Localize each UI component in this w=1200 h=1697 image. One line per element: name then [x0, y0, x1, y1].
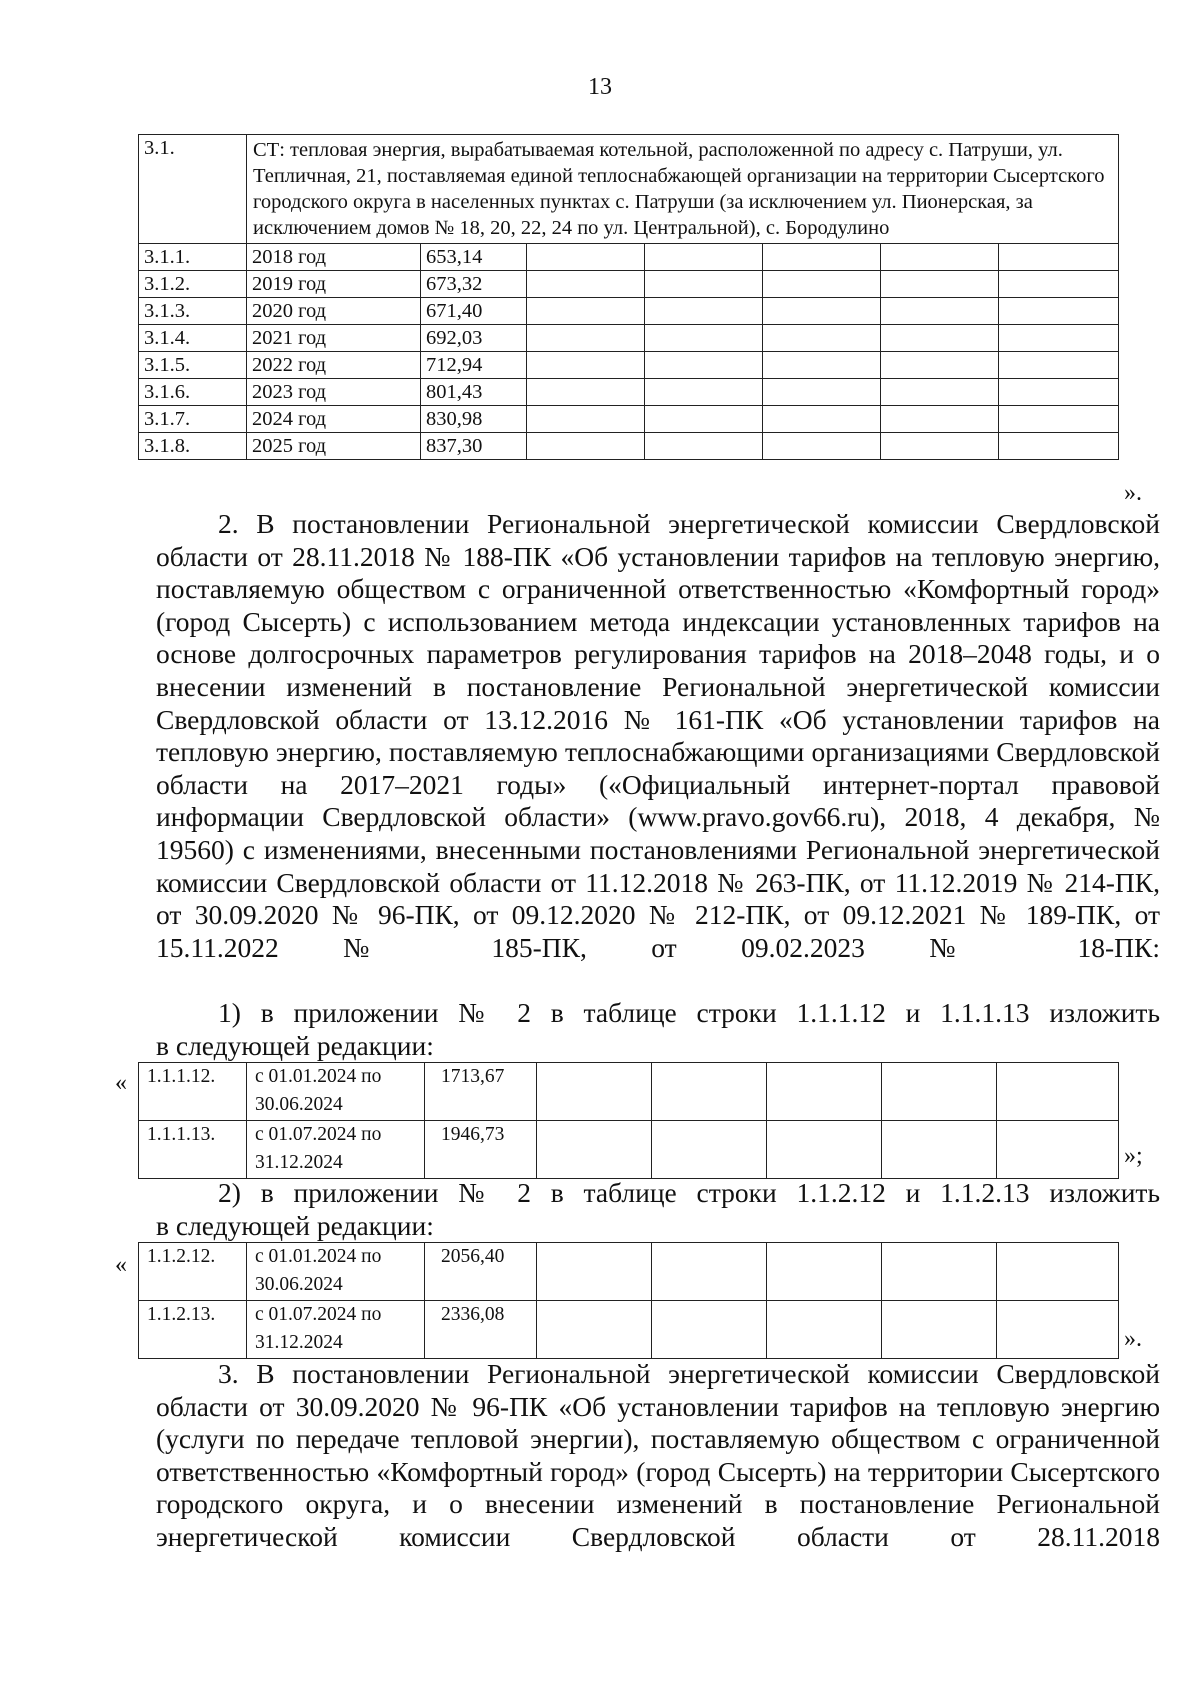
- period-start: с 01.07.2024 по: [255, 1304, 382, 1325]
- row-id: 3.1.1.: [139, 244, 247, 271]
- paragraph-2-text: 2. В постановлении Региональной энергетической комиссии Свердловской области от 28.11.2018 № 188-ПК «Об установлении тарифов на тепловую энергию, поставляемую обществом с ограниченной ответственностью «Комфортный город» (город Сысерть) с использованием метода индексации установленных тарифов на основе долгосрочных параметров регулирования тарифов на 2018–2048 годы, и о внесении изменений в постановление Региональной энергетической комиссии Свердловской области от 13.12.2016 № 161-ПК «Об установлении тарифов на тепловую энергию, поставляемую теплоснабжающими организациями Свердловской области на 2017–2021 годы» («Официальный интернет-портал правовой информации Свердловской области» (www.pravo.gov66.ru), 2018, 4 декабря, № 19560) с изменениями, внесенными постановлениями Региональной энергетической комиссии Свердловской области от 11.12.2018 № 263-ПК, от 11.12.2019 № 214-ПК, от 30.09.2020 № 96-ПК, от 09.12.2020 № 212-ПК, от 09.12.2021 № 189-ПК, от 15.11.2022 № 185-ПК, от 09.02.2023 № 18-ПК:: [156, 508, 1160, 963]
- row-value: 673,32: [421, 271, 527, 298]
- row-id: 3.1.2.: [139, 271, 247, 298]
- row-id: 3.1.3.: [139, 298, 247, 325]
- period-end: 31.12.2024: [255, 1332, 343, 1353]
- row-year: 2022 год: [247, 352, 421, 379]
- quote-open-3: «: [115, 1252, 127, 1278]
- table-row: [139, 406, 1119, 433]
- row-value: 2336,08: [425, 1301, 537, 1359]
- period-start: с 01.01.2024 по: [255, 1246, 382, 1267]
- row-period: [247, 1121, 425, 1179]
- row-value: 801,43: [421, 379, 527, 406]
- tariff-table-1-1-2: [138, 1242, 1119, 1359]
- paragraph-3-text: 3. В постановлении Региональной энергетической комиссии Свердловской области от 30.09.2020 № 96-ПК «Об установлении тарифов на тепловую энергию (услуги по передаче тепловой энергии), поставляемую обществом с ограниченной ответственностью «Комфортный город» (город Сысерть) на территории Сысертского городского округа, и о внесении изменений в постановление Региональной энергетической комиссии Свердловской области от 28.11.2018: [156, 1358, 1160, 1552]
- quote-close-1: ».: [1124, 480, 1142, 506]
- row-value: 837,30: [421, 433, 527, 460]
- quote-close-2: »;: [1124, 1143, 1143, 1169]
- table-row: [139, 325, 1119, 352]
- row-year: 2019 год: [247, 271, 421, 298]
- tariff-table-3-1: [138, 134, 1119, 460]
- item-1-intro: [156, 997, 1160, 1062]
- table-row: [139, 244, 1119, 271]
- item-2-line1: 2) в приложении № 2 в таблице строки 1.1.2.12 и 1.1.2.13 изложить: [218, 1177, 1160, 1208]
- row-period: [247, 1063, 425, 1121]
- row-year: 2023 год: [247, 379, 421, 406]
- row-value: 1946,73: [425, 1121, 537, 1179]
- row-period: [247, 1243, 425, 1301]
- row-id: 3.1.5.: [139, 352, 247, 379]
- row-id: 1.1.1.12.: [139, 1063, 247, 1121]
- period-end: 31.12.2024: [255, 1152, 343, 1173]
- row-value: 671,40: [421, 298, 527, 325]
- row-value: 653,14: [421, 244, 527, 271]
- row-id: 1.1.2.13.: [139, 1301, 247, 1359]
- period-end: 30.06.2024: [255, 1094, 343, 1115]
- period-end: 30.06.2024: [255, 1274, 343, 1295]
- table-section-header: [139, 135, 1119, 244]
- row-year: 2020 год: [247, 298, 421, 325]
- row-id: 1.1.1.13.: [139, 1121, 247, 1179]
- row-value: 712,94: [421, 352, 527, 379]
- paragraph-2: [156, 508, 1160, 964]
- period-start: с 01.01.2024 по: [255, 1066, 382, 1087]
- row-value: 2056,40: [425, 1243, 537, 1301]
- row-value: 692,03: [421, 325, 527, 352]
- row-year: 2025 год: [247, 433, 421, 460]
- table-row: [139, 271, 1119, 298]
- row-id: 3.1.8.: [139, 433, 247, 460]
- period-start: с 01.07.2024 по: [255, 1124, 382, 1145]
- item-1-line1: 1) в приложении № 2 в таблице строки 1.1.1.12 и 1.1.1.13 изложить: [218, 997, 1160, 1028]
- table-row: [139, 433, 1119, 460]
- tariff-table-1-1-1: [138, 1062, 1119, 1179]
- row-id: 1.1.2.12.: [139, 1243, 247, 1301]
- table-row: [139, 298, 1119, 325]
- quote-open-2: «: [115, 1070, 127, 1096]
- item-1-line2: в следующей редакции:: [156, 1029, 434, 1061]
- table-row: [139, 1121, 1119, 1179]
- table-row: [139, 1063, 1119, 1121]
- paragraph-3: [156, 1358, 1160, 1554]
- section-description: СТ: тепловая энергия, вырабатываемая котельной, расположенной по адресу с. Патруши, ул. Тепличная, 21, поставляемая единой теплоснабжающей организации на территории Сысертского городского округа в населенных пунктах с. Патруши (за исключением ул. Пионерская, за исключением домов № 18, 20, 22, 24 по ул. Центральной), с. Бородулино: [247, 135, 1119, 244]
- row-year: 2024 год: [247, 406, 421, 433]
- table-row: [139, 1243, 1119, 1301]
- item-2-line2: в следующей редакции:: [156, 1209, 434, 1241]
- row-year: 2021 год: [247, 325, 421, 352]
- quote-close-3: ».: [1124, 1326, 1142, 1352]
- section-id: 3.1.: [139, 135, 247, 244]
- row-id: 3.1.4.: [139, 325, 247, 352]
- row-id: 3.1.7.: [139, 406, 247, 433]
- row-period: [247, 1301, 425, 1359]
- table-row: [139, 1301, 1119, 1359]
- table-row: [139, 352, 1119, 379]
- table-row: [139, 379, 1119, 406]
- row-value: 1713,67: [425, 1063, 537, 1121]
- page-number: 13: [588, 74, 612, 100]
- row-id: 3.1.6.: [139, 379, 247, 406]
- row-value: 830,98: [421, 406, 527, 433]
- row-year: 2018 год: [247, 244, 421, 271]
- item-2-intro: [156, 1177, 1160, 1242]
